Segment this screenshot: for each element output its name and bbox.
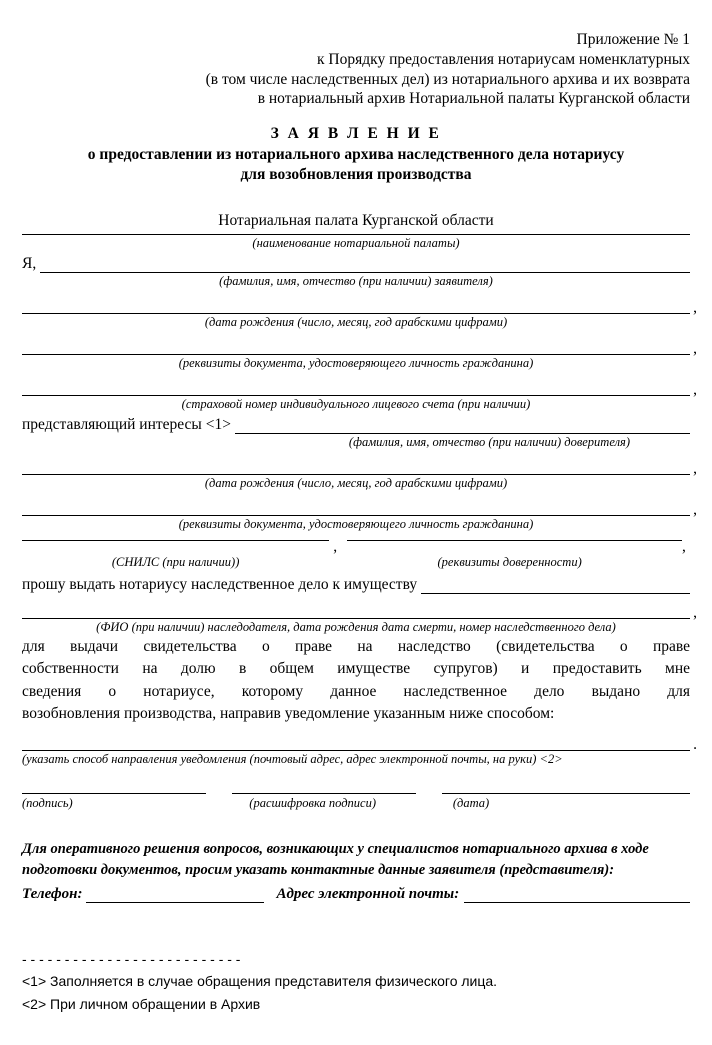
signature-date-input[interactable] — [442, 793, 690, 794]
signature-caption: (подпись) — [22, 796, 73, 811]
header-line-4: в нотариальный архив Нотариальной палаты Курганской области — [257, 90, 690, 108]
applicant-snils-input[interactable] — [22, 379, 697, 398]
applicant-document-input[interactable] — [22, 338, 697, 357]
document-title: З А Я В Л Е Н И Е — [270, 125, 442, 143]
header-line-1: Приложение № 1 — [576, 31, 690, 48]
document-subtitle — [22, 145, 690, 185]
comma-mark: , — [693, 298, 697, 316]
request-lead-row — [22, 576, 690, 594]
comma-mark: , — [682, 537, 686, 555]
representative-fio-input[interactable] — [235, 418, 690, 434]
request-body-line-4: возобновления производства, направив уведомление указанным ниже способом: — [22, 704, 555, 722]
comma-mark: , — [333, 537, 338, 555]
document-header — [22, 30, 690, 109]
representative-snils-power-captions — [22, 554, 690, 570]
header-line-2: к Порядку предоставления нотариусам номенклатурных — [317, 50, 690, 68]
representative-snils-input[interactable] — [22, 540, 329, 541]
applicant-fio-input[interactable] — [40, 257, 690, 273]
comma-mark: , — [693, 380, 697, 398]
comma-mark: , — [693, 459, 697, 477]
applicant-birth-input[interactable] — [22, 297, 697, 316]
representative-snils-power-row — [22, 537, 690, 555]
header-line-3: (в том числе наследственных дел) из нотариального архива и их возврата — [205, 70, 690, 88]
comma-mark: . — [693, 736, 697, 754]
applicant-prefix-label: Я, — [22, 254, 37, 272]
notification-method-input[interactable] — [22, 734, 697, 754]
email-input[interactable] — [464, 887, 690, 903]
representative-birth-caption: (дата рождения (число, месяц, год арабскими цифрами) — [204, 475, 508, 490]
representative-snils-caption: (СНИЛС (при наличии)) — [111, 554, 240, 569]
representative-fio-caption: (фамилия, имя, отчество (при наличии) доверителя) — [348, 434, 630, 449]
signature-row — [22, 793, 690, 794]
applicant-birth-caption: (дата рождения (число, месяц, год арабскими цифрами) — [204, 314, 508, 329]
footnote-divider: - - - - - - - - - - - - - - - - - - - - - - - - - - — [22, 951, 241, 967]
request-body-line-3: сведения о нотариусе, которому данное наследственное дело выдано для — [22, 682, 690, 700]
email-label: Адрес электронной почты: — [276, 886, 460, 902]
request-case-caption: (ФИО (при наличии) наследодателя, дата рождения дата смерти, номер наследственного дела) — [96, 619, 616, 634]
request-body-line-1: для выдачи свидетельства о праве на наследство (свидетельства о праве — [22, 637, 690, 655]
representative-power-input[interactable] — [347, 540, 682, 541]
organization-name: Нотариальная палата Курганской области — [218, 211, 494, 229]
contact-note — [22, 839, 690, 880]
applicant-fio-row — [22, 255, 690, 273]
applicant-document-caption: (реквизиты документа, удостоверяющего личность гражданина) — [178, 355, 534, 370]
signature-date-caption: (дата) — [452, 796, 490, 811]
footnotes — [22, 949, 690, 1014]
subtitle-line-2: для возобновления производства — [240, 166, 472, 184]
representative-birth-input[interactable] — [22, 458, 697, 477]
applicant-fio-caption: (фамилия, имя, отчество (при наличии) заявителя) — [219, 273, 493, 288]
applicant-snils-caption: (страховой номер индивидуального лицевого счета (при наличии) — [181, 396, 531, 411]
organization-rule — [22, 234, 690, 235]
request-case-input-2[interactable] — [22, 602, 697, 621]
signature-input[interactable] — [22, 793, 206, 794]
request-lead-label: прошу выдать нотариусу наследственное дело к имуществу — [22, 575, 418, 593]
representative-power-cell — [347, 540, 682, 554]
signature-transcript-input[interactable] — [232, 793, 416, 794]
representative-document-caption: (реквизиты документа, удостоверяющего личность гражданина) — [178, 516, 534, 531]
representative-row — [22, 416, 690, 434]
footnote-2: <2> При личном обращении в Архив — [22, 995, 261, 1012]
organization-caption: (наименование нотариальной палаты) — [252, 235, 460, 250]
request-body-line-2: собственности на долю в общем имуществе супругов) и предоставить мне — [22, 660, 690, 678]
contact-row — [22, 886, 690, 903]
request-case-input-1[interactable] — [421, 578, 690, 594]
signature-transcript-caption: (расшифровка подписи) — [249, 796, 377, 811]
contact-note-line-2: подготовки документов, просим указать контактные данные заявителя (представителя): — [22, 861, 615, 878]
contact-note-line-1: Для оперативного решения вопросов, возникающих у специалистов нотариального архива в ходе — [22, 841, 649, 858]
representative-label: представляющий интересы <1> — [22, 415, 231, 433]
comma-mark: , — [693, 339, 697, 357]
subtitle-line-1: о предоставлении из нотариального архива наследственного дела нотариусу — [87, 146, 625, 164]
footnote-1: <1> Заполняется в случае обращения представителя физического лица. — [22, 973, 498, 990]
representative-document-input[interactable] — [22, 499, 697, 518]
phone-input[interactable] — [86, 887, 264, 903]
comma-mark: , — [693, 500, 697, 518]
signature-captions — [22, 796, 690, 811]
representative-power-caption: (реквизиты доверенности) — [437, 554, 582, 569]
notification-method-caption: (указать способ направления уведомления (почтовый адрес, адрес электронной почты, на руки) <2> — [22, 752, 563, 767]
representative-snils-cell — [22, 540, 329, 554]
phone-label: Телефон: — [22, 886, 83, 902]
comma-mark: , — [693, 603, 697, 621]
